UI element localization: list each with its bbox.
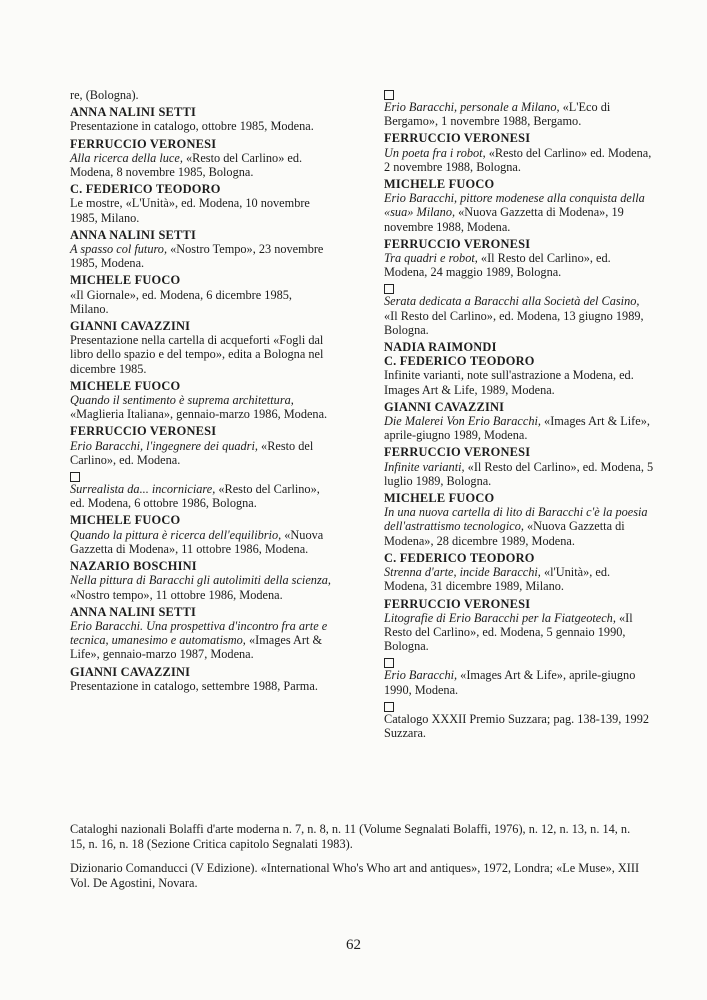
author-name: ANNA NALINI SETTI	[70, 604, 196, 619]
entry-text: «Nuova Gazzetta di Modena», 28 dicembre 1989, Modena.	[384, 519, 625, 548]
entry-text: «Nuova Gazzetta di Modena», 11 ottobre 1986, Modena.	[70, 527, 324, 556]
author-name: ANNA NALINI SETTI	[70, 105, 196, 120]
bibliography-entry	[70, 513, 332, 556]
bibliography-entry	[70, 182, 332, 225]
entry-text: «Resto del Carlino» ed. Modena, 8 novembre 1985, Bologna.	[70, 150, 303, 180]
entry-title: Die Malerei Von Erio Baracchi,	[384, 414, 541, 429]
square-icon	[384, 658, 394, 668]
entry-text: «Il Resto del Carlino», ed. Modena, 5 luglio 1989, Bologna.	[384, 459, 654, 488]
square-icon	[70, 472, 80, 482]
entry-title: Erio Baracchi, l'ingegnere dei quadri,	[70, 438, 258, 453]
right-column	[384, 88, 654, 743]
entry-text: Le mostre, «L'Unità», ed. Modena, 10 novembre 1985, Milano.	[70, 196, 310, 225]
entry-text: «Nostro Tempo», 23 novembre 1985, Modena.	[70, 242, 324, 271]
entry-text: «Images Art & Life», aprile-giugno 1989, Modena.	[384, 414, 650, 443]
anonymous-marker	[70, 470, 332, 482]
entry-text: «Nostro tempo», 11 ottobre 1986, Modena.	[70, 587, 283, 602]
bibliography-entry	[70, 105, 332, 133]
bibliography-entry	[70, 379, 332, 422]
author-name: FERRUCCIO VERONESI	[70, 424, 217, 439]
anonymous-marker	[384, 282, 654, 294]
author-name: FERRUCCIO VERONESI	[384, 131, 531, 146]
square-icon	[384, 90, 394, 100]
author-name: MICHELE FUOCO	[70, 513, 181, 528]
entry-text: Infinite varianti, note sull'astrazione a Modena, ed. Images Art & Life, 1989, Modena.	[384, 368, 634, 397]
bibliography-entry	[70, 137, 332, 180]
entry-text: «Il Resto del Carlino», ed. Modena, 24 maggio 1989, Bologna.	[384, 251, 611, 280]
bibliography-entry	[384, 400, 654, 443]
entry-text: «Nuova Gazzetta di Modena», 19 novembre 1988, Modena.	[384, 205, 624, 234]
entry-title: In una nuova cartella di lito di Baracchi c'è la poesia dell'astrattismo tecnologico,	[384, 505, 648, 534]
entry-title: Un poeta fra i robot,	[384, 145, 486, 160]
entry-title: Surrealista da... incorniciare,	[70, 482, 216, 497]
bibliography-entry	[384, 237, 654, 280]
author-name: FERRUCCIO VERONESI	[384, 596, 531, 611]
entry-title: Quando la pittura è ricerca dell'equilibrio,	[70, 527, 282, 542]
entry-title: Litografie di Erio Baracchi per la Fiatgeotech,	[384, 610, 616, 625]
entry-text: «Images Art & Life», aprile-giugno 1990, Modena.	[384, 668, 636, 697]
entry-title: Strenna d'arte, incide Baracchi,	[384, 565, 541, 580]
entry-text: Presentazione nella cartella di acqueforti «Fogli dal libro dello spazio e del tempo», edita a Bologna nel dicembre 1985.	[70, 333, 324, 376]
bibliography-entry	[384, 597, 654, 654]
entry-title: Erio Baracchi. Una prospettiva d'incontro fra arte e tecnica, umanesimo e automatismo,	[70, 618, 328, 648]
entry-title: Erio Baracchi, personale a Milano,	[384, 100, 560, 114]
entry-text: Presentazione in catalogo, ottobre 1985, Modena.	[70, 119, 314, 134]
right-entries	[384, 88, 654, 740]
author-name: MICHELE FUOCO	[384, 177, 495, 192]
entry-title: Infinite varianti,	[384, 459, 465, 474]
entry-title: A spasso col futuro,	[70, 242, 168, 257]
author-name: C. FEDERICO TEODORO	[384, 354, 535, 369]
entry-title: Nella pittura di Baracchi gli autolimiti della scienza,	[70, 573, 331, 588]
bibliography-entry	[70, 470, 332, 510]
entry-text: «Resto del Carlino», ed. Modena, 6 ottobre 1986, Bologna.	[70, 482, 320, 511]
author-name: FERRUCCIO VERONESI	[384, 445, 531, 460]
square-icon	[384, 702, 394, 712]
footer-cataloghi: Cataloghi nazionali Bolaffi d'arte moderna n. 7, n. 8, n. 11 (Volume Segnalati Bolaffi, 1976), n. 12, n. 13, n. 14, n. 15, n. 16, n. 18 (Sezione Critica capitolo Segnalati 1983).	[70, 822, 631, 852]
bibliography-entry	[70, 559, 332, 602]
entry-text: «Il Resto del Carlino», ed. Modena, 5 gennaio 1990, Bologna.	[384, 610, 633, 654]
entry-text: «Resto del Carlino» ed. Modena, 2 novembre 1988, Bologna.	[384, 145, 652, 174]
bibliography-entry	[384, 340, 654, 397]
bibliography-entry	[384, 656, 654, 696]
author-name: MICHELE FUOCO	[70, 273, 181, 288]
anonymous-marker	[384, 656, 654, 668]
author-name: NADIA RAIMONDI	[384, 340, 497, 355]
author-name: NAZARIO BOSCHINI	[70, 559, 197, 574]
bibliography-entry	[70, 273, 332, 316]
entry-text: «Il Resto del Carlino», ed. Modena, 13 giugno 1989, Bologna.	[384, 308, 644, 337]
bibliography-entry	[70, 605, 332, 662]
footer-dizionario: Dizionario Comanducci (V Edizione). «International Who's Who art and antiques», 1972, Londra; «Le Muse», XIII Vol. De Agostini, Novara.	[70, 861, 640, 891]
left-column	[70, 88, 332, 696]
author-name: GIANNI CAVAZZINI	[384, 399, 505, 414]
continuation-text: re, (Bologna).	[70, 88, 139, 102]
author-name: ANNA NALINI SETTI	[70, 227, 196, 242]
bibliography-entry	[384, 177, 654, 234]
bibliography-entry	[384, 131, 654, 174]
bibliography-entry	[384, 551, 654, 594]
anonymous-marker	[384, 88, 654, 100]
page-number: 62	[346, 937, 361, 953]
author-name: GIANNI CAVAZZINI	[70, 319, 191, 334]
entry-title: Erio Baracchi, pittore modenese alla conquista della «sua» Milano,	[384, 191, 645, 220]
entry-title: Tra quadri e robot,	[384, 251, 478, 266]
bibliography-entry	[70, 424, 332, 467]
entry-title: Quando il sentimento è suprema architettura,	[70, 393, 294, 408]
bibliography-entry	[384, 700, 654, 740]
entry-text: «Images Art & Life», gennaio-marzo 1987, Modena.	[70, 633, 323, 662]
bibliography-entry	[70, 665, 332, 693]
author-name: C. FEDERICO TEODORO	[70, 182, 221, 197]
author-name: MICHELE FUOCO	[70, 378, 181, 393]
left-entries	[70, 105, 332, 693]
square-icon	[384, 284, 394, 294]
anonymous-marker	[384, 700, 654, 712]
bibliography-entry	[384, 282, 654, 337]
bibliography-entry	[384, 445, 654, 488]
entry-title: Serata dedicata a Baracchi alla Società del Casino,	[384, 294, 640, 309]
entry-text: Catalogo XXXII Premio Suzzara; pag. 138-139, 1992 Suzzara.	[384, 711, 650, 740]
entry-text: «L'Eco di Bergamo», 1 novembre 1988, Bergamo.	[384, 100, 611, 129]
author-name: GIANNI CAVAZZINI	[70, 664, 191, 679]
bibliography-entry	[384, 88, 654, 128]
bibliography-entry	[70, 319, 332, 376]
entry-text: «Maglieria Italiana», gennaio-marzo 1986, Modena.	[70, 407, 328, 422]
entry-text: «l'Unità», ed. Modena, 31 dicembre 1989, Milano.	[384, 565, 611, 594]
author-name: FERRUCCIO VERONESI	[70, 136, 217, 151]
author-name: C. FEDERICO TEODORO	[384, 550, 535, 565]
entry-title: Erio Baracchi,	[384, 668, 458, 683]
author-name: MICHELE FUOCO	[384, 491, 495, 506]
entry-text: Presentazione in catalogo, settembre 1988, Parma.	[70, 678, 318, 693]
entry-text: «Il Giornale», ed. Modena, 6 dicembre 1985, Milano.	[70, 287, 292, 316]
bibliography-entry	[384, 491, 654, 548]
author-name: FERRUCCIO VERONESI	[384, 236, 531, 251]
entry-title: Alla ricerca della luce,	[70, 150, 183, 165]
bibliography-entry	[70, 228, 332, 271]
entry-text: «Resto del Carlino», ed. Modena.	[70, 438, 314, 467]
